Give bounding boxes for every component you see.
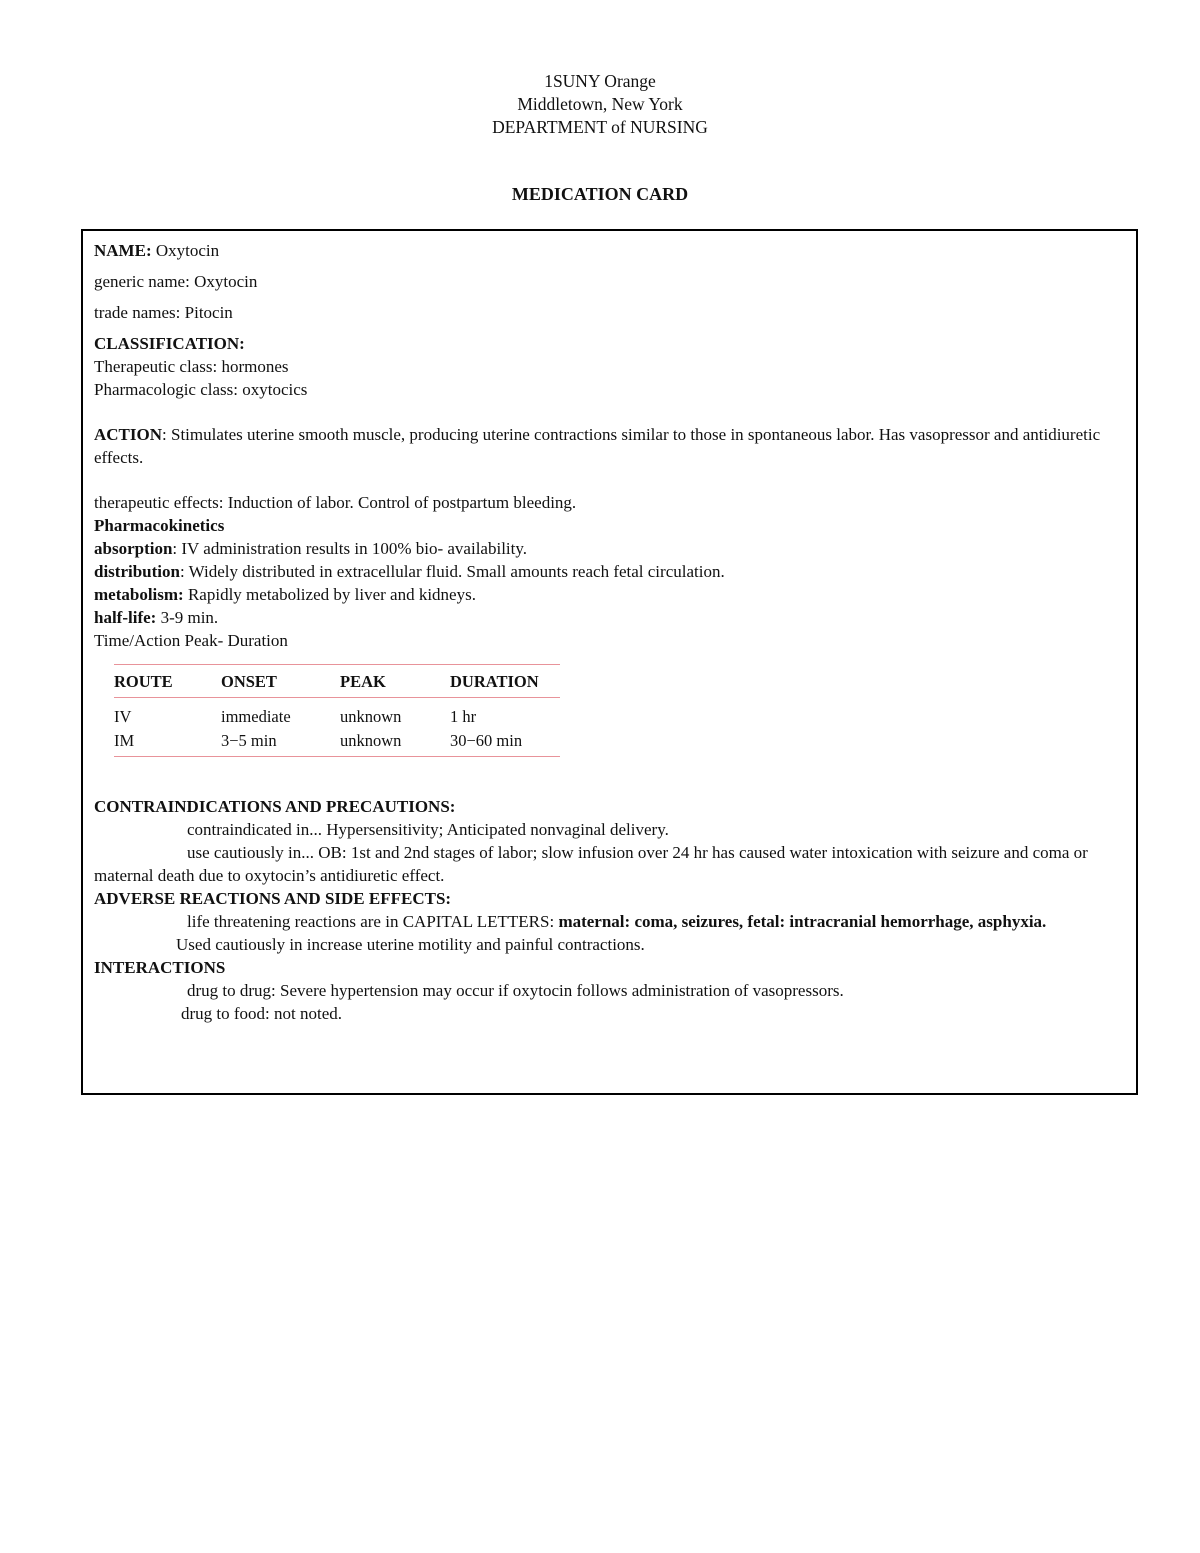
therapeutic-class: Therapeutic class: hormones xyxy=(94,357,289,376)
trade-value: Pitocin xyxy=(180,303,233,322)
table-cell: 3−5 min xyxy=(221,728,340,757)
action-paragraph xyxy=(94,423,1130,469)
metabolism-text: Rapidly metabolized by liver and kidneys. xyxy=(183,585,476,604)
name-label: NAME: xyxy=(94,241,152,260)
interactions-heading: INTERACTIONS xyxy=(94,958,226,977)
generic-value: Oxytocin xyxy=(189,272,258,291)
generic-label: generic name: xyxy=(94,272,190,291)
half-life-text: 3-9 min. xyxy=(156,608,219,627)
action-label: ACTION xyxy=(94,425,163,444)
contraindications-heading: CONTRAINDICATIONS AND PRECAUTIONS: xyxy=(94,797,456,816)
absorption-text: : IV administration results in 100% bio- availability. xyxy=(172,539,528,558)
table-cell: IV xyxy=(114,706,132,726)
institution-name: 1SUNY Orange xyxy=(544,71,656,91)
table-header-cell: ROUTE xyxy=(114,665,221,698)
adverse-line-2: Used cautiously in increase uterine motility and painful contractions. xyxy=(176,935,645,954)
trade-name-row xyxy=(94,301,1130,324)
adverse-life-threatening: maternal: coma, seizures, fetal: intracranial hemorrhage, asphyxia. xyxy=(558,912,1047,931)
trade-label: trade names: xyxy=(94,303,181,322)
contraindicated-text: contraindicated in... Hypersensitivity; Anticipated nonvaginal delivery. xyxy=(187,820,669,839)
table-cell: IM xyxy=(114,728,221,757)
time-action-label: Time/Action Peak- Duration xyxy=(94,631,288,650)
department-name: DEPARTMENT of NURSING xyxy=(492,117,708,137)
time-action-table xyxy=(114,664,560,757)
generic-name-row xyxy=(94,270,1130,293)
half-life-label: half-life: xyxy=(94,608,157,627)
action-text: : Stimulates uterine smooth muscle, producing uterine contractions similar to those in spontaneous labor. Has vasopressor and antidiuretic effects. xyxy=(94,425,1101,467)
adverse-reactions-heading: ADVERSE REACTIONS AND SIDE EFFECTS: xyxy=(94,889,452,908)
table-row xyxy=(114,698,560,729)
name-row xyxy=(94,239,1130,262)
table-cell: 1 hr xyxy=(450,706,477,726)
therapeutic-effects: therapeutic effects: Induction of labor. Control of postpartum bleeding. xyxy=(94,493,577,512)
drug-to-food-text: drug to food: not noted. xyxy=(181,1004,343,1023)
table-header-cell: PEAK xyxy=(340,665,450,698)
pharmacokinetics-heading: Pharmacokinetics xyxy=(94,516,225,535)
table-cell: 30−60 min xyxy=(450,728,560,757)
table-header-row xyxy=(114,665,560,698)
card-content xyxy=(94,239,1130,1025)
classification-heading: CLASSIFICATION: xyxy=(94,334,245,353)
table-header-cell: ONSET xyxy=(221,665,340,698)
pharmacologic-class: Pharmacologic class: oxytocics xyxy=(94,380,308,399)
half-life-row xyxy=(94,606,1130,629)
page-title: MEDICATION CARD xyxy=(511,184,689,204)
use-cautiously-text: use cautiously in... OB: 1st and 2nd stages of labor; slow infusion over 24 hr has caused water intoxication with seizure and coma or maternal death due to oxytocin’s antidiuretic effect. xyxy=(94,843,1088,885)
table-cell: immediate xyxy=(221,706,291,726)
institution-location: Middletown, New York xyxy=(517,94,683,114)
table-header-cell: DURATION xyxy=(450,665,560,698)
drug-to-drug-text: drug to drug: Severe hypertension may occur if oxytocin follows administration of vasopressors. xyxy=(187,981,844,1000)
absorption-row xyxy=(94,537,1130,560)
distribution-label: distribution xyxy=(94,562,180,581)
document-header xyxy=(0,70,1200,139)
table-cell: unknown xyxy=(340,728,450,757)
metabolism-row xyxy=(94,583,1130,606)
medication-card xyxy=(81,229,1138,1095)
name-value: Oxytocin xyxy=(151,241,220,260)
metabolism-label: metabolism: xyxy=(94,585,184,604)
adverse-reactions-text xyxy=(94,910,1130,933)
table-row xyxy=(114,728,560,757)
absorption-label: absorption xyxy=(94,539,173,558)
distribution-text: : Widely distributed in extracellular fluid. Small amounts reach fetal circulation. xyxy=(179,562,725,581)
distribution-row xyxy=(94,560,1130,583)
table-cell: unknown xyxy=(340,706,402,726)
adverse-intro: life threatening reactions are in CAPITAL LETTERS: xyxy=(187,912,559,931)
